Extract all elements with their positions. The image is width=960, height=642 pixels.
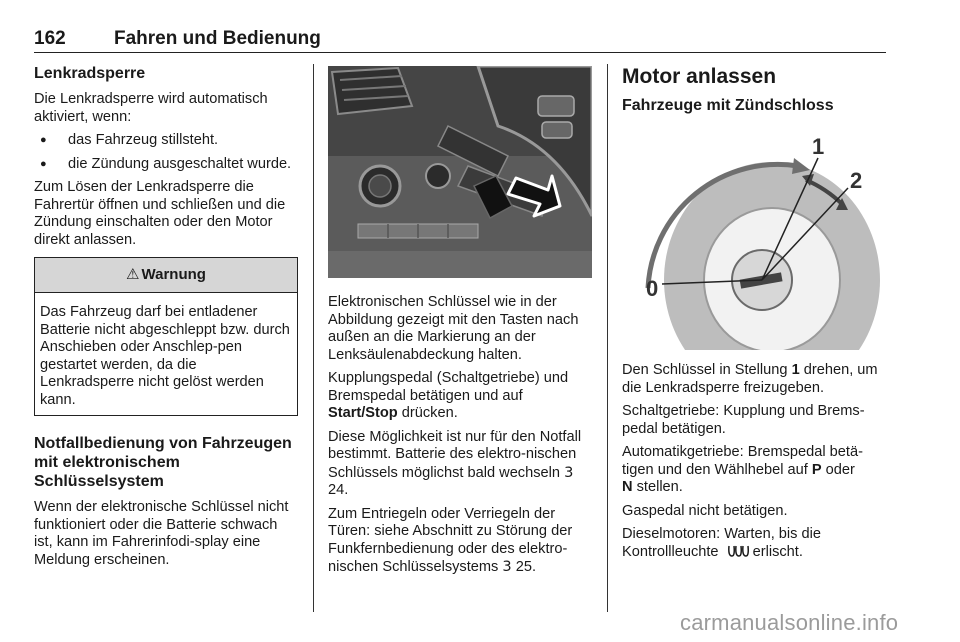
emergency-note	[328, 429, 592, 500]
instruction-text: Kupplungspedal (Schaltgetriebe) und Bremspedal betätigen und auf	[328, 370, 569, 404]
note-text: Zum Entriegeln oder Verriegeln der Türen: siehe Abschnitt zu Störung der Funkfernbedienung oder des elektro-nischen Schlüsselsystems	[328, 505, 573, 575]
instruction-text: Den Schlüssel in Stellung	[622, 362, 788, 378]
position-value: 1	[791, 362, 800, 378]
page-header	[34, 28, 886, 53]
instruction-text: erlischt.	[752, 543, 803, 560]
page-number: 162	[34, 28, 66, 49]
instruction-automatic-gearbox	[622, 444, 886, 497]
column-right	[622, 64, 886, 567]
instruction-text: stellen.	[636, 479, 683, 495]
note-text: Diese Möglichkeit ist nur für den Notfall bestimmt. Batterie des elektro-nischen Schlüssels möglichst bald wechseln	[328, 428, 582, 481]
steering-lock-heading: Lenkradsperre	[34, 65, 146, 82]
glow-plug-icon	[727, 544, 749, 558]
column-divider	[313, 64, 314, 612]
warning-box	[34, 257, 298, 416]
warning-text: Das Fahrzeug darf bei entladener Batterie nicht abgeschleppt bzw. durch Anschieben oder Anschlep-pen gestartet werden, da die Lenkradsperre nicht gelöst werden kann.	[40, 304, 290, 408]
section-title: Motor anlassen	[622, 65, 777, 88]
warning-header	[35, 258, 297, 293]
page-reference: 25.	[515, 559, 537, 575]
gear-n-label: N	[622, 479, 633, 495]
section-subtitle: Fahrzeuge mit Zündschloss	[622, 97, 834, 114]
list-item: ● das Fahrzeug stillsteht.	[34, 132, 298, 150]
instruction-turn-key	[622, 362, 886, 397]
chapter-title: Fahren und Bedienung	[114, 28, 321, 49]
start-stop-label: Start/Stop	[328, 405, 398, 421]
door-unlock-note	[328, 506, 592, 577]
watermark: carmanualsonline.info	[680, 610, 899, 635]
column-middle	[328, 64, 592, 583]
instruction-text: Dieselmotoren: Warten, bis die Kontrollleuchte	[622, 526, 821, 560]
steering-lock-intro: Die Lenkradsperre wird automatisch aktiviert, wenn:	[34, 91, 268, 125]
position-2-label: 2	[850, 168, 863, 193]
instruction-hold-key: Elektronischen Schlüssel wie in der Abbildung gezeigt mit den Tasten nach außen an die Markierung an der Lenksäulenabdeckung halten.	[328, 294, 579, 363]
list-item: ● die Zündung ausgeschaltet wurde.	[34, 156, 298, 174]
steering-column-photo	[328, 66, 592, 278]
condition-list	[34, 132, 298, 173]
instruction-text: drehen, um die Lenkradsperre freizugeben.	[622, 362, 878, 396]
instruction-press-start	[328, 370, 592, 423]
page-reference: 24.	[328, 482, 349, 498]
instruction-text: oder	[825, 461, 855, 478]
warning-title: Warnung	[141, 266, 206, 283]
page-reference-icon: 3	[564, 463, 574, 481]
position-1-label: 1	[812, 134, 825, 159]
column-left	[34, 64, 298, 575]
position-0-label: 0	[646, 276, 659, 301]
page-reference-icon: 3	[502, 558, 512, 575]
emergency-text: Wenn der elektronische Schlüssel nicht funktioniert oder die Batterie schwach ist, kann im Fahrerinfodi-splay eine Meldung erscheinen.	[34, 499, 289, 568]
warning-triangle-icon: ⚠	[126, 266, 140, 283]
instruction-accelerator: Gaspedal nicht betätigen.	[622, 502, 788, 519]
gear-p-label: P	[811, 461, 822, 478]
instruction-diesel	[622, 526, 886, 561]
release-text: Zum Lösen der Lenkradsperre die Fahrertür öffnen und schließen und die Zündung einschalten oder den Motor direkt anlassen.	[34, 179, 286, 248]
column-divider	[607, 64, 608, 612]
ignition-switch-diagram	[622, 130, 886, 350]
instruction-text: Automatikgetriebe: Bremspedal betä-tigen und den Wählhebel auf	[622, 444, 863, 478]
instruction-text: drücken.	[401, 405, 458, 421]
instruction-manual-gearbox: Schaltgetriebe: Kupplung und Brems-pedal betätigen.	[622, 403, 865, 437]
emergency-heading: Notfallbedienung von Fahrzeugen mit elektronischem Schlüsselsystem	[34, 435, 292, 490]
